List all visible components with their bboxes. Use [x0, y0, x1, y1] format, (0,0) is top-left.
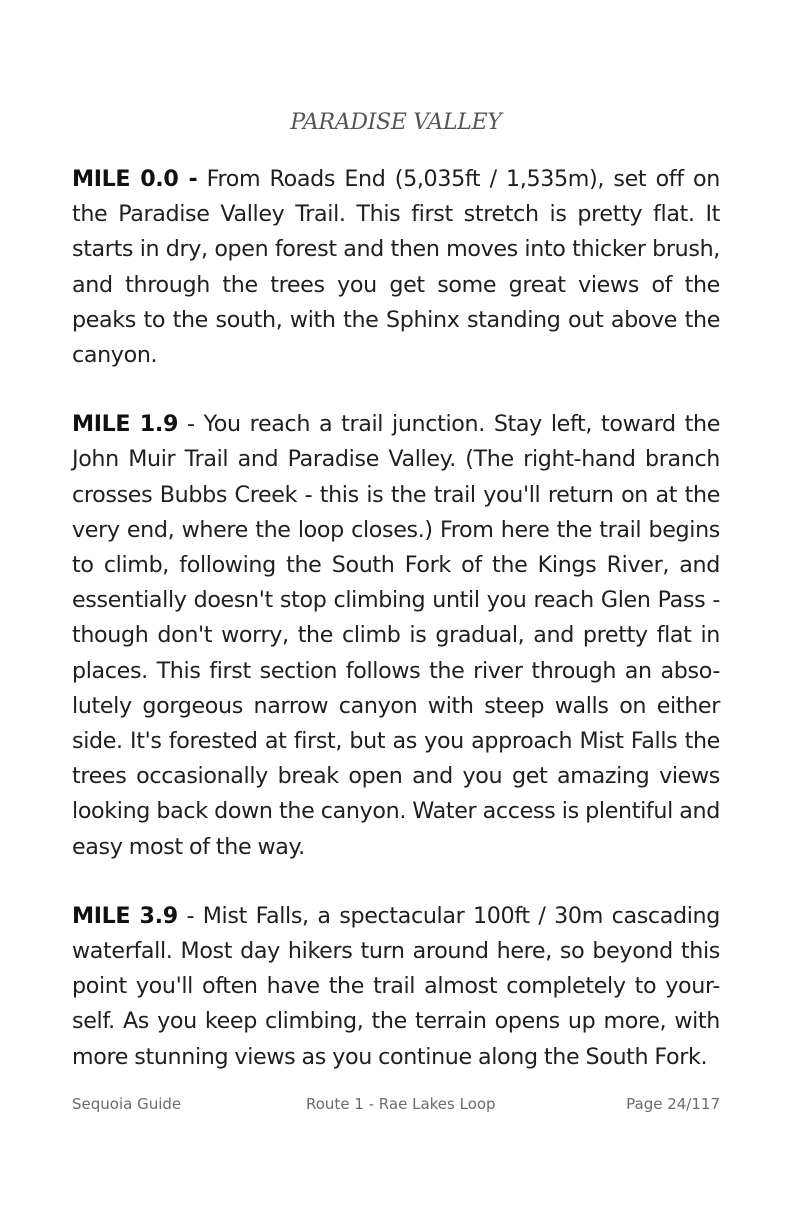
mile-paragraph — [72, 407, 720, 865]
page-footer — [72, 1095, 720, 1117]
page-content — [72, 162, 720, 1109]
mile-marker: MILE 3.9 — [72, 902, 178, 929]
footer-route: Route 1 - Rae Lakes Loop — [306, 1095, 496, 1113]
paragraph-text: - You reach a trail junction. Stay left, toward the John Muir Trail and Paradise Valley. (The right-hand branch crosses Bubbs Creek - this is the trail you'll return on at the very end, where the loop closes.) From here the trail begins to climb, following the South Fork of the Kings River, and essentially doesn't stop climbing until you reach Glen Pass - though don't worry, the climb is gradual, and pretty flat in places. This first section follows the river through an abso-lutely gorgeous narrow canyon with steep walls on either side. It's forested at first, but as you approach Mist Falls the trees occasionally break open and you get amazing views looking back down the canyon. Water access is plentiful and easy most of the way. — [72, 411, 720, 860]
footer-page-number: Page 24/117 — [626, 1095, 720, 1113]
section-title: PARADISE VALLEY — [290, 110, 502, 135]
paragraph-text: From Roads End (5,035ft / 1,535m), set off on the Paradise Valley Trail. This first stretch is pretty flat. It starts in dry, open forest and then moves into thicker brush, and through the trees you get some great views of the peaks to the south, with the Sphinx standing out above the canyon. — [72, 166, 720, 369]
mile-marker: MILE 0.0 - — [72, 166, 198, 192]
footer-book-title: Sequoia Guide — [72, 1095, 182, 1113]
paragraph-text: - Mist Falls, a spectacular 100ft / 30m cascading waterfall. Most day hikers turn around here, so beyond this point you'll often have the trail almost completely to your-self. As you keep climbing, the terrain opens up more, with more stunning views as you continue along the South Fork. — [72, 902, 720, 1070]
mile-marker: MILE 1.9 — [72, 411, 179, 438]
mile-paragraph — [72, 899, 720, 1075]
mile-paragraph — [72, 162, 720, 373]
